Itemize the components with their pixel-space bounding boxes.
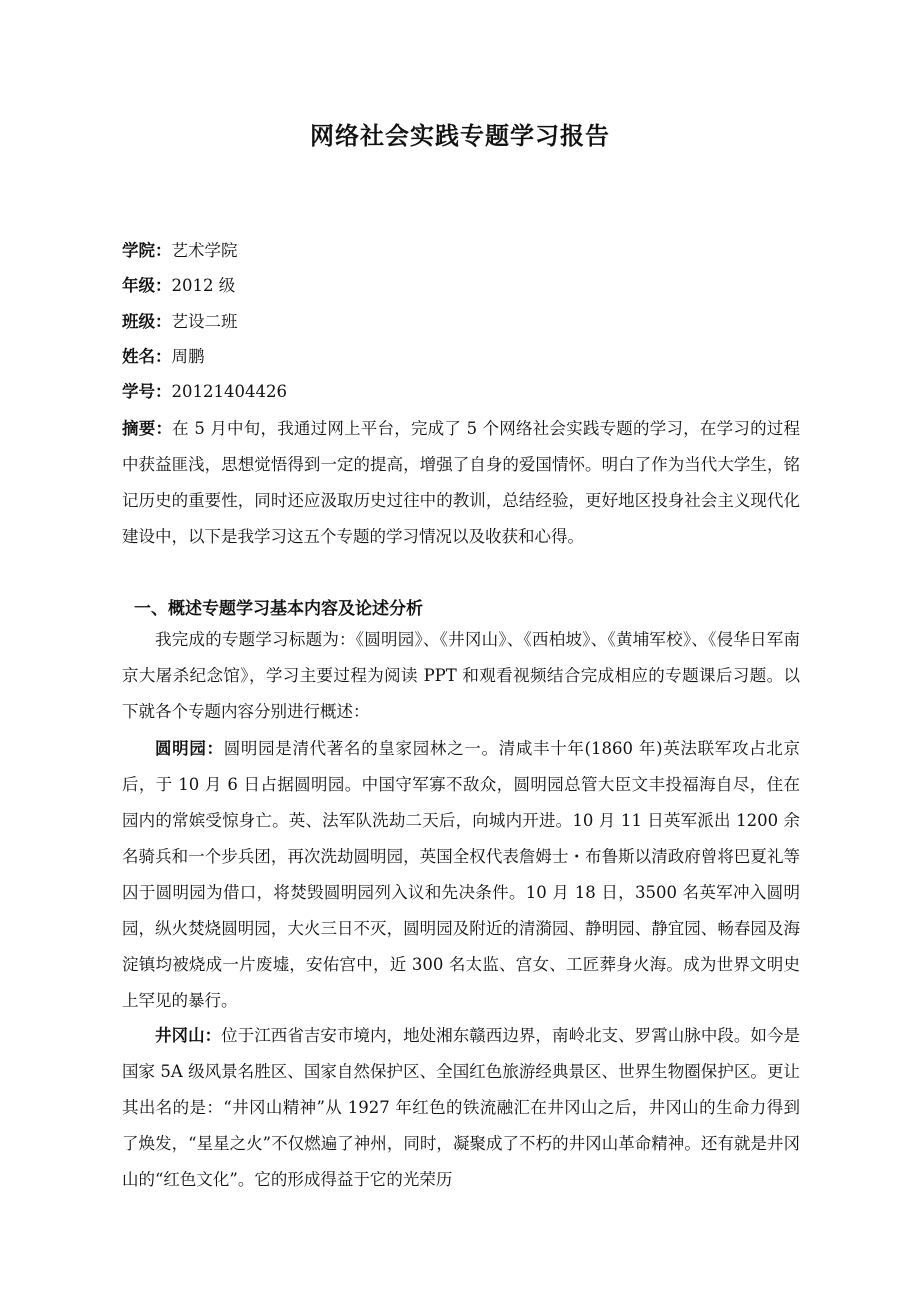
topic-paragraph-yuanmingyuan xyxy=(122,731,800,1019)
field-grade xyxy=(122,273,235,299)
field-value: 2012 级 xyxy=(171,276,236,295)
field-value: 艺术学院 xyxy=(171,241,238,260)
field-value: 艺设二班 xyxy=(171,312,238,331)
field-label: 班级： xyxy=(122,312,172,331)
field-name xyxy=(122,344,205,370)
abstract-label: 摘要： xyxy=(122,419,173,438)
intro-paragraph: 我完成的专题学习标题为：《圆明园》、《井冈山》、《西柏坡》、《黄埔军校》、《侵华日军南京大屠杀纪念馆》，学习主要过程为阅读 PPT 和观看视频结合完成相应的专题课后习题。以下就各个专题内容分别进行概述： xyxy=(122,630,800,721)
topic-label: 井冈山： xyxy=(155,1026,222,1045)
abstract-paragraph xyxy=(122,411,800,555)
field-label: 姓名： xyxy=(122,347,172,366)
topic-text: 圆明园是清代著名的皇家园林之一。清咸丰十年(1860 年)英法联军攻占北京后，于 10 月 6 日占据圆明园。中国守军寡不敌众，圆明园总管大臣文丰投福海自尽，住在园内的常嫔受惊身亡。英、法军队洗劫二天后，向城内开进。10 月 11 日英军派出 1200 余名骑兵和一个步兵团，再次洗劫圆明园，英国全权代表詹姆士・布鲁斯以清政府曾将巴夏礼等囚于圆明园为借口，将焚毁圆明园列入议和先决条件。10 月 18 日，3500 名英军冲入圆明园，纵火焚烧圆明园，大火三日不灭，圆明园及附近的清漪园、静明园、静宜园、畅春园及海淀镇均被烧成一片废墟，安佑宫中，近 300 名太监、宫女、工匠葬身火海。成为世界文明史上罕见的暴行。 xyxy=(122,739,800,1010)
topic-text: 位于江西省吉安市境内，地处湘东赣西边界，南岭北支、罗霄山脉中段。如今是国家 5A 级风景名胜区、国家自然保护区、全国红色旅游经典景区、世界生物圈保护区。更让其出名的是：“井冈山精神”从 1927 年红色的铁流融汇在井冈山之后，井冈山的生命力得到了焕发，“星星之火”不仅燃遍了神州，同时，凝聚成了不朽的井冈山革命精神。还有就是井冈山的“红色文化”。它的形成得益于它的光荣历 xyxy=(122,1026,801,1189)
section-heading: 一、概述专题学习基本内容及论述分析 xyxy=(134,599,423,619)
field-label: 年级： xyxy=(122,276,172,295)
field-value: 20121404426 xyxy=(171,382,287,401)
topic-label: 圆明园： xyxy=(155,739,224,758)
field-class xyxy=(122,309,238,335)
document-title: 网络社会实践专题学习报告 xyxy=(310,122,610,150)
abstract-text: 在 5 月中旬，我通过网上平台，完成了 5 个网络社会实践专题的学习，在学习的过程中获益匪浅，思想觉悟得到一定的提高，增强了自身的爱国情怀。明白了作为当代大学生，铭记历史的重要性，同时还应汲取历史过往中的教训，总结经验，更好地区投身社会主义现代化建设中，以下是我学习这五个专题的学习情况以及收获和心得。 xyxy=(122,419,801,546)
field-label: 学号： xyxy=(122,382,172,401)
field-college xyxy=(122,238,238,264)
field-value: 周鹏 xyxy=(171,347,205,366)
topic-paragraph-jinggangshan xyxy=(122,1018,800,1198)
field-student-id xyxy=(122,379,287,405)
field-label: 学院： xyxy=(122,241,172,260)
